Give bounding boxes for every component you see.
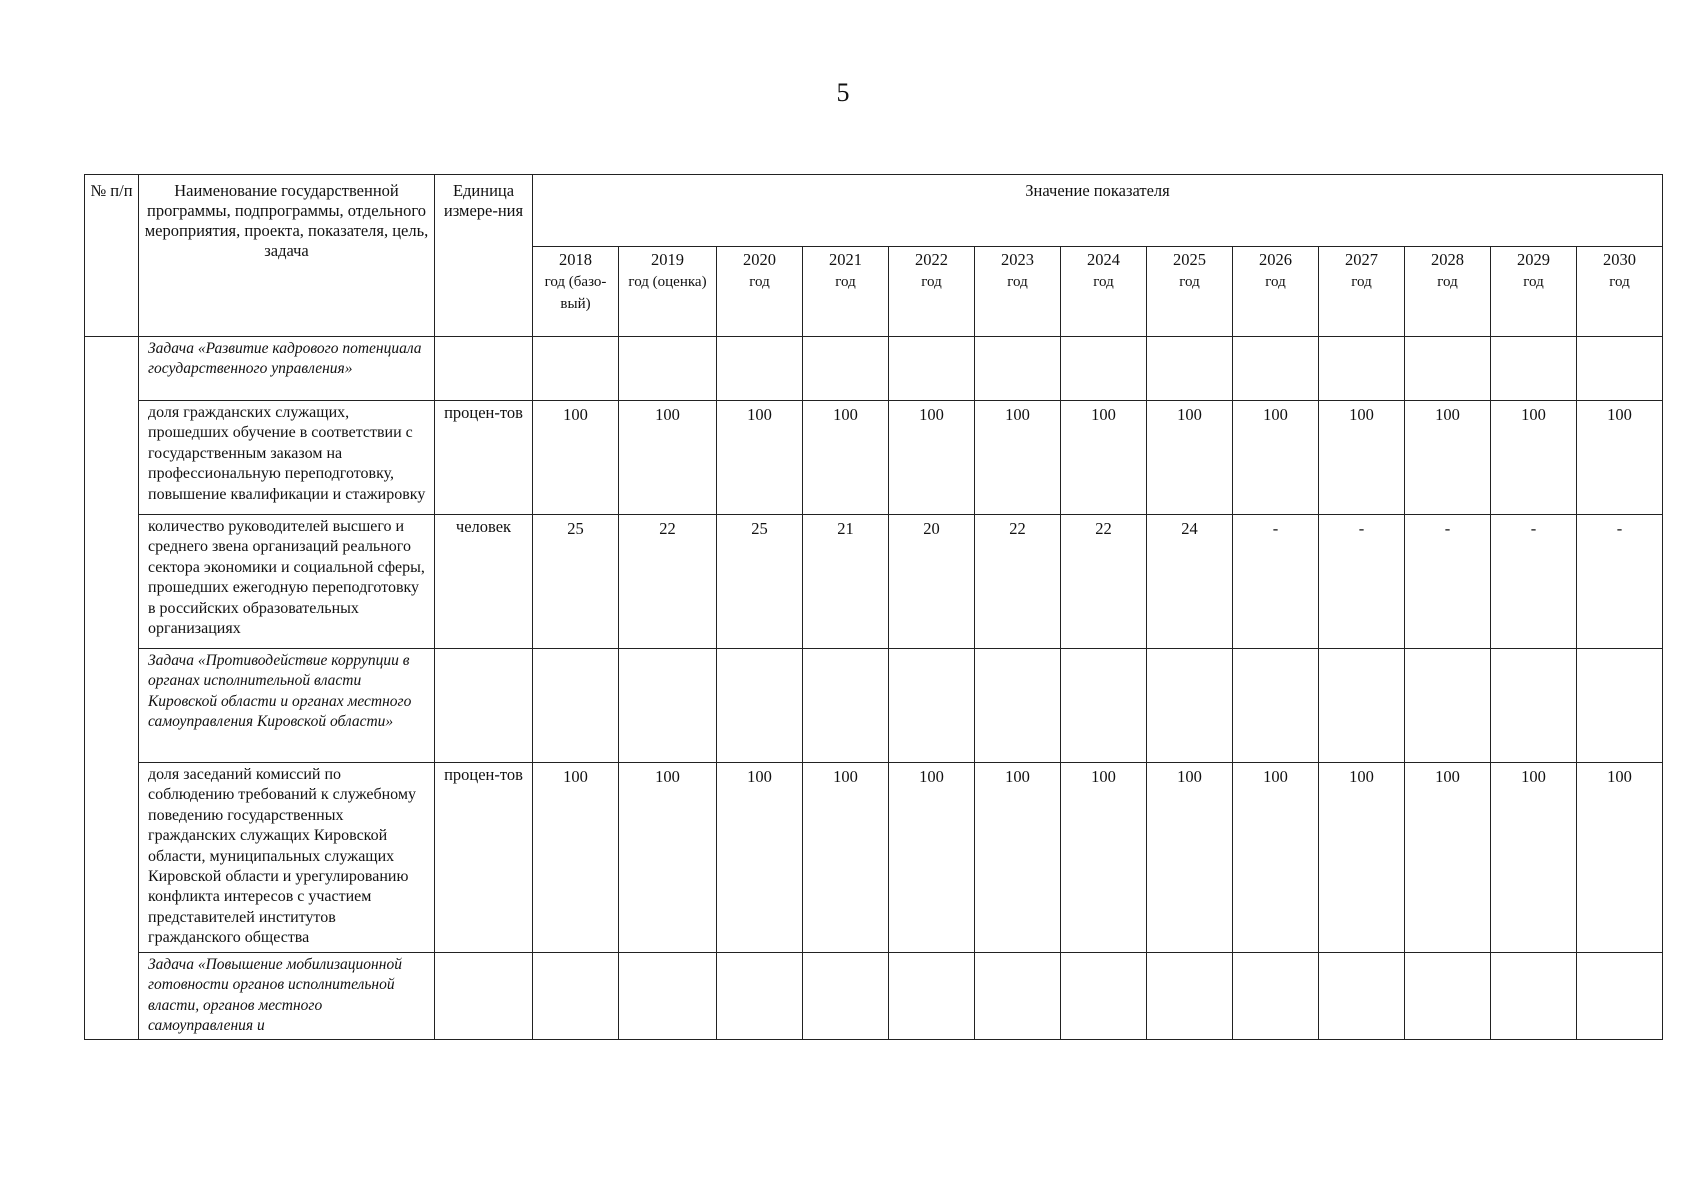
header-year-label: год — [1523, 274, 1544, 290]
value-cell — [1061, 649, 1147, 763]
value-cell — [1577, 953, 1663, 1040]
unit-cell: процен-тов — [435, 763, 533, 953]
header-year-number: 2029 — [1517, 250, 1550, 269]
header-year-label: год — [1609, 274, 1630, 290]
value-cell: 22 — [1061, 515, 1147, 649]
indicator-name: доля гражданских служащих, прошедших обучение в соответствии с государственным заказом на профессиональную переподготовку, повышение квалификации и стажировку — [139, 401, 435, 515]
header-year-number: 2023 — [1001, 250, 1034, 269]
value-cell — [1061, 953, 1147, 1040]
value-cell — [619, 337, 717, 401]
header-year-label: год — [1351, 274, 1372, 290]
value-cell — [717, 337, 803, 401]
value-cell: 24 — [1147, 515, 1233, 649]
value-cell: - — [1405, 515, 1491, 649]
header-year-number: 2022 — [915, 250, 948, 269]
header-name: Наименование государственной программы, подпрограммы, отдельного мероприятия, проекта, показателя, цель, задача — [139, 175, 435, 337]
header-year-label: год — [1179, 274, 1200, 290]
value-cell: 22 — [619, 515, 717, 649]
value-cell: - — [1577, 515, 1663, 649]
header-unit: Единица измере-ния — [435, 175, 533, 337]
value-cell — [1319, 953, 1405, 1040]
indicator-row — [85, 401, 1663, 515]
header-year-number: 2030 — [1603, 250, 1636, 269]
value-cell: 100 — [533, 401, 619, 515]
value-cell: 100 — [1233, 401, 1319, 515]
header-year-number: 2025 — [1173, 250, 1206, 269]
value-cell — [1491, 953, 1577, 1040]
value-cell: 100 — [803, 763, 889, 953]
task-row — [85, 337, 1663, 401]
value-cell — [1061, 337, 1147, 401]
header-year-2026 — [1233, 247, 1319, 337]
indicator-row — [85, 515, 1663, 649]
value-cell — [803, 337, 889, 401]
value-cell: 100 — [619, 763, 717, 953]
indicator-name: количество руководителей высшего и среднего звена организаций реального сектора экономики и социальной сферы, прошедших ежегодную переподготовку в российских образовательных организациях — [139, 515, 435, 649]
value-cell — [619, 649, 717, 763]
value-cell: 100 — [1319, 401, 1405, 515]
value-cell — [533, 337, 619, 401]
value-cell: 100 — [1405, 401, 1491, 515]
value-cell — [975, 953, 1061, 1040]
value-cell: 100 — [1405, 763, 1491, 953]
row-number-cell — [85, 337, 139, 1040]
value-cell: 100 — [1147, 401, 1233, 515]
value-cell: - — [1491, 515, 1577, 649]
task-name: Задача «Противодействие коррупции в органах исполнительной власти Кировской области и органах местного самоуправления Кировской области» — [139, 649, 435, 763]
value-cell — [1577, 649, 1663, 763]
value-cell — [1233, 649, 1319, 763]
header-year-2025 — [1147, 247, 1233, 337]
value-cell — [1319, 649, 1405, 763]
value-cell: 100 — [717, 401, 803, 515]
header-year-label: год — [1093, 274, 1114, 290]
value-cell — [1147, 649, 1233, 763]
unit-cell — [435, 649, 533, 763]
header-year-number: 2026 — [1259, 250, 1292, 269]
value-cell — [1405, 649, 1491, 763]
value-cell: 100 — [803, 401, 889, 515]
task-row — [85, 649, 1663, 763]
header-year-number: 2028 — [1431, 250, 1464, 269]
value-cell — [1233, 337, 1319, 401]
header-year-2021 — [803, 247, 889, 337]
value-cell: 100 — [717, 763, 803, 953]
value-cell — [1577, 337, 1663, 401]
header-year-label: год — [1437, 274, 1458, 290]
header-year-number: 2018 — [559, 250, 592, 269]
header-num: № п/п — [85, 175, 139, 337]
value-cell — [619, 953, 717, 1040]
value-cell — [1405, 953, 1491, 1040]
value-cell — [717, 649, 803, 763]
header-year-2020 — [717, 247, 803, 337]
indicator-name: доля заседаний комиссий по соблюдению требований к служебному поведению государственных гражданских служащих Кировской области, муниципальных служащих Кировской области и урегулированию конфликта интересов с участием представителей институтов гражданского общества — [139, 763, 435, 953]
header-year-label: год — [749, 274, 770, 290]
header-year-2022 — [889, 247, 975, 337]
indicator-table — [84, 174, 1663, 1040]
header-year-label: год — [921, 274, 942, 290]
task-row — [85, 953, 1663, 1040]
value-cell — [1147, 337, 1233, 401]
value-cell: 100 — [1577, 401, 1663, 515]
unit-cell — [435, 337, 533, 401]
value-cell — [1491, 337, 1577, 401]
value-cell — [533, 649, 619, 763]
header-year-number: 2024 — [1087, 250, 1120, 269]
header-year-2028 — [1405, 247, 1491, 337]
value-cell: 100 — [1061, 401, 1147, 515]
unit-cell: человек — [435, 515, 533, 649]
value-cell: 100 — [975, 763, 1061, 953]
value-cell — [889, 953, 975, 1040]
value-cell: 100 — [1147, 763, 1233, 953]
value-cell: 100 — [1319, 763, 1405, 953]
header-year-label: год (базо-вый) — [544, 274, 607, 312]
value-cell: 100 — [1577, 763, 1663, 953]
header-year-number: 2019 — [651, 250, 684, 269]
header-year-number: 2027 — [1345, 250, 1378, 269]
value-cell: 100 — [619, 401, 717, 515]
value-cell — [975, 337, 1061, 401]
unit-cell: процен-тов — [435, 401, 533, 515]
header-year-label: год (оценка) — [628, 274, 707, 290]
value-cell — [889, 649, 975, 763]
value-cell — [803, 953, 889, 1040]
header-year-2019 — [619, 247, 717, 337]
header-year-2027 — [1319, 247, 1405, 337]
value-cell: 100 — [975, 401, 1061, 515]
value-cell — [803, 649, 889, 763]
value-cell: - — [1233, 515, 1319, 649]
header-year-label: год — [835, 274, 856, 290]
value-cell: 100 — [1233, 763, 1319, 953]
header-year-label: год — [1265, 274, 1286, 290]
value-cell — [1233, 953, 1319, 1040]
task-name: Задача «Повышение мобилизационной готовности органов исполнительной власти, органов местного самоуправления и — [139, 953, 435, 1040]
value-cell — [717, 953, 803, 1040]
value-cell: - — [1319, 515, 1405, 649]
value-cell: 25 — [533, 515, 619, 649]
indicator-row — [85, 763, 1663, 953]
page-number: 5 — [836, 78, 850, 107]
value-cell: 100 — [889, 763, 975, 953]
value-cell — [1491, 649, 1577, 763]
value-cell: 20 — [889, 515, 975, 649]
value-cell: 100 — [1061, 763, 1147, 953]
value-cell — [889, 337, 975, 401]
header-year-2023 — [975, 247, 1061, 337]
value-cell: 100 — [889, 401, 975, 515]
unit-cell — [435, 953, 533, 1040]
value-cell: 100 — [1491, 401, 1577, 515]
value-cell: 100 — [1491, 763, 1577, 953]
value-cell — [1405, 337, 1491, 401]
header-year-number: 2021 — [829, 250, 862, 269]
value-cell: 100 — [533, 763, 619, 953]
value-cell: 21 — [803, 515, 889, 649]
value-cell — [975, 649, 1061, 763]
header-year-2030 — [1577, 247, 1663, 337]
header-value-group: Значение показателя — [533, 175, 1663, 247]
header-year-number: 2020 — [743, 250, 776, 269]
value-cell — [1319, 337, 1405, 401]
value-cell — [1147, 953, 1233, 1040]
header-year-2018 — [533, 247, 619, 337]
task-name: Задача «Развитие кадрового потенциала государственного управления» — [139, 337, 435, 401]
value-cell — [533, 953, 619, 1040]
value-cell: 25 — [717, 515, 803, 649]
value-cell: 22 — [975, 515, 1061, 649]
header-year-2024 — [1061, 247, 1147, 337]
header-year-2029 — [1491, 247, 1577, 337]
header-year-label: год — [1007, 274, 1028, 290]
